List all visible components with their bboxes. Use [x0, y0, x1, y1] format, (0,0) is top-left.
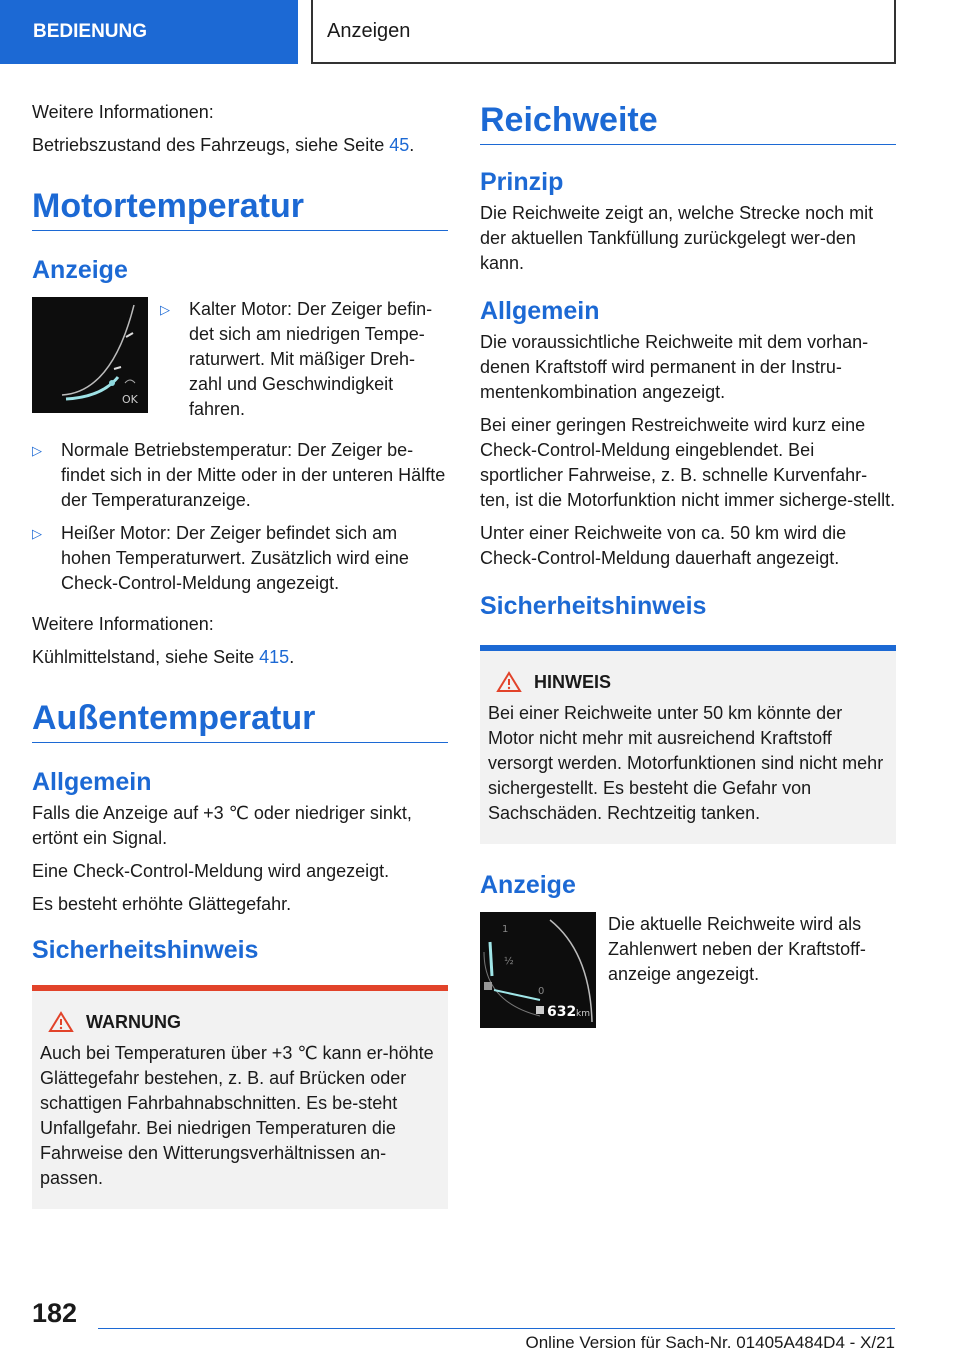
- temperature-gauge-image: [32, 297, 148, 413]
- reichweite-anzeige-text: Die aktuelle Reichweite wird als Zahlenwert neben der Kraftstoff-anzeige angezeigt.: [608, 914, 866, 984]
- aussen-allgemein-heading: Allgemein: [32, 768, 152, 796]
- intro-paragraph: Betriebszustand des Fahrzeugs, siehe Seite 45.: [32, 135, 415, 155]
- tick-label-0: 0: [538, 986, 545, 997]
- warning-triangle-icon: [48, 1011, 74, 1033]
- reichweite-heading: Reichweite: [480, 100, 896, 145]
- gauge-ok-label: OK: [122, 393, 138, 406]
- range-value: 632: [547, 1004, 577, 1020]
- motortemperatur-heading: Motortemperatur: [32, 186, 448, 231]
- range-unit: km: [576, 1009, 590, 1019]
- warning-text: Auch bei Temperaturen über +3 ℃ kann er-höhte Glättegefahr bestehen, z. B. auf Brücken oder schattigen Fahrbahnabschnitten. Es be-steht Unfallgefahr. Bei niedrigen Temperaturen die Fahrweise den Witterungsverhältnissen an-passen.: [40, 1043, 434, 1188]
- warning-box: [32, 985, 448, 1209]
- reichweite-allgemein-heading: Allgemein: [480, 297, 600, 325]
- prinzip-heading: Prinzip: [480, 168, 564, 196]
- reichweite-safety-heading: Sicherheitshinweis: [480, 592, 707, 620]
- range-image-block: [480, 912, 896, 1028]
- page-header: [311, 0, 896, 64]
- motor-more-page-link[interactable]: 415: [259, 647, 290, 667]
- range-display-image: [480, 912, 596, 1028]
- bullet-heisser-motor: ▷ Heißer Motor: Der Zeiger befindet sich am hohen Temperaturwert. Zusätzlich wird eine Check-Control-Meldung angezeigt.: [32, 521, 448, 596]
- range-display-graphic: [480, 912, 596, 1028]
- warning-header: [48, 1011, 440, 1033]
- bullet-normale-temperatur: ▷ Normale Betriebstemperatur: Der Zeiger be-findet sich in der Mitte oder in der unteren Hälfte der Temperaturanzeige.: [32, 438, 448, 513]
- notice-triangle-icon: [496, 671, 522, 693]
- page-number: 182: [32, 1298, 78, 1328]
- aussen-paragraph-3: Es besteht erhöhte Glättegefahr.: [32, 894, 292, 914]
- notice-title: HINWEIS: [534, 671, 612, 692]
- section-label: BEDIENUNG: [33, 21, 148, 42]
- motor-more-paragraph: Kühlmittelstand, siehe Seite 415.: [32, 647, 295, 667]
- temperature-gauge-graphic: [32, 297, 148, 413]
- notice-header: [496, 671, 888, 693]
- intro-label: Weitere Informationen:: [32, 102, 214, 122]
- motor-image-block: [32, 297, 448, 430]
- section-tab: [0, 0, 298, 64]
- aussen-paragraph-2: Eine Check-Control-Meldung wird angezeigt.: [32, 861, 390, 881]
- motor-bullets-1: [160, 297, 448, 430]
- page-header-title: Anzeigen: [327, 19, 411, 42]
- bullet-kalter-motor: ▷ Kalter Motor: Der Zeiger befin-det sich am niedrigen Tempe-raturwert. Mit mäßiger Dreh-zahl und Geschwindigkeit fahren.: [160, 297, 448, 422]
- motor-bullets-2: [32, 438, 448, 596]
- tick-label-half: ½: [504, 956, 514, 967]
- motor-more-text: Kühlmittelstand, siehe Seite: [32, 647, 255, 667]
- footer-online-version: Online Version für Sach-Nr. 01405A484D4 - X/21: [525, 1333, 895, 1352]
- aussentemperatur-heading: Außentemperatur: [32, 698, 448, 743]
- aussen-paragraph-1: Falls die Anzeige auf +3 ℃ oder niedriger sinkt, ertönt ein Signal.: [32, 803, 412, 848]
- left-column: [32, 100, 448, 1209]
- tick-label-1: 1: [502, 924, 509, 935]
- right-column: [480, 100, 896, 1028]
- notice-text: Bei einer Reichweite unter 50 km könnte der Motor nicht mehr mit ausreichend Kraftstoff versorgt werden. Motorfunktionen sind nicht mehr sichergestellt. Es besteht die Gefahr von Sachschäden. Rechtzeitig tanken.: [488, 703, 884, 823]
- intro-page-link[interactable]: 45: [389, 135, 410, 155]
- reichweite-anzeige-heading: Anzeige: [480, 871, 576, 899]
- aussen-safety-heading: Sicherheitshinweis: [32, 936, 259, 964]
- prinzip-text: Die Reichweite zeigt an, welche Strecke noch mit der aktuellen Tankfüllung zurückgelegt wer-den kann.: [480, 203, 874, 273]
- reichweite-paragraph-3: Unter einer Reichweite von ca. 50 km wird die Check-Control-Meldung dauerhaft angezeigt.: [480, 523, 847, 568]
- notice-box: [480, 645, 896, 844]
- reichweite-paragraph-1: Die voraussichtliche Reichweite mit dem vorhan-denen Kraftstoff wird permanent in der Instru-mentenkombination angezeigt.: [480, 332, 869, 402]
- footer-divider: [98, 1328, 895, 1329]
- intro-text: Betriebszustand des Fahrzeugs, siehe Seite: [32, 135, 385, 155]
- reichweite-paragraph-2: Bei einer geringen Restreichweite wird kurz eine Check-Control-Meldung eingeblendet. Bei sportlicher Fahrweise, z. B. schnelle Kurvenfahr-ten, ist die Motorfunktion nicht immer sicherge-stellt.: [480, 415, 896, 510]
- motor-anzeige-heading: Anzeige: [32, 256, 128, 284]
- warning-title: WARNUNG: [86, 1011, 181, 1032]
- motor-more-label: Weitere Informationen:: [32, 614, 214, 634]
